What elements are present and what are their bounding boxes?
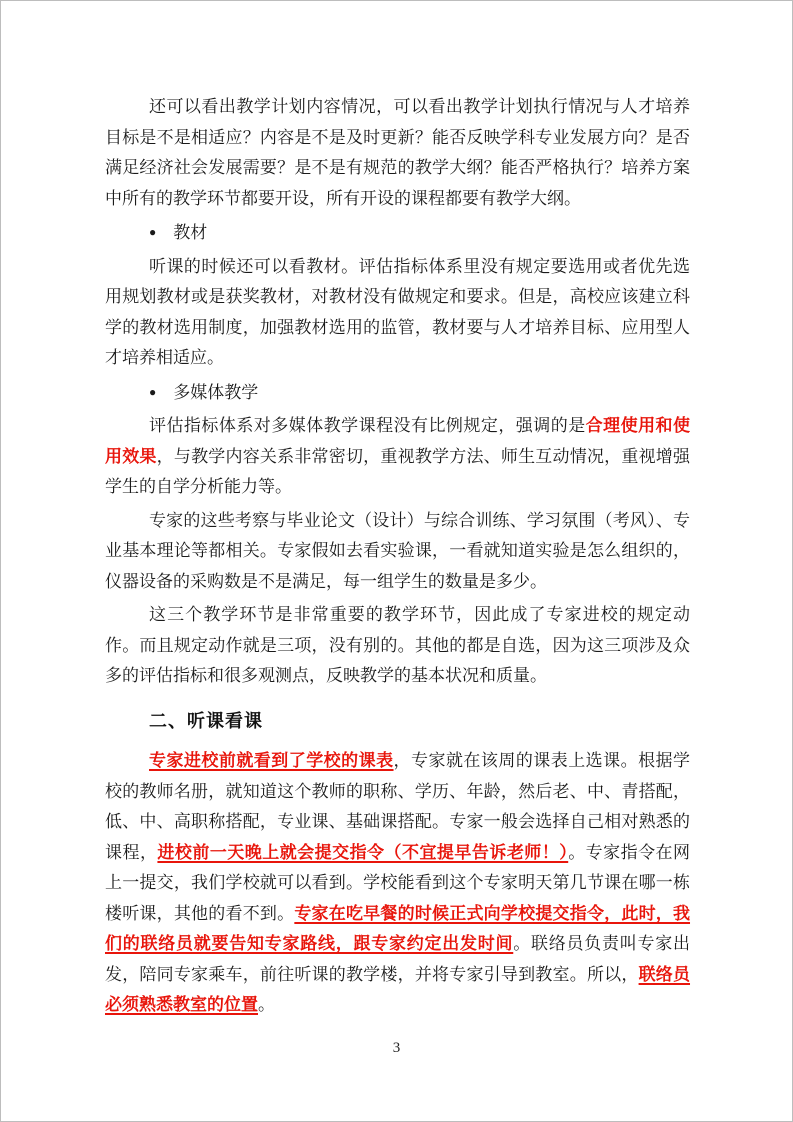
red-emphasis-run: 合理使用和使用效果 xyxy=(105,416,691,466)
bullet-item-multimedia xyxy=(105,377,690,409)
paragraph-class-observation xyxy=(105,746,690,1021)
bullet-label: 教材 xyxy=(173,223,208,242)
page-footer xyxy=(1,1039,792,1057)
bullet-icon: ● xyxy=(149,384,157,399)
text-run: 还可以看出教学计划内容情况，可以看出教学计划执行情况与人才培养目标是不是相适应？内容是不是及时更新？能否反映学科专业发展方向？是否满足经济社会发展需要？是不是有规范的教学大纲？能否严格执行？培养方案中所有的教学环节都要开设，所有开设的课程都要有教学大纲。 xyxy=(105,97,690,208)
red-underline-run: 联络员必须熟悉教室的位置 xyxy=(105,964,691,1014)
red-underline-run: 专家在吃早餐的时候正式向学校提交指令，此时，我们的联络员就要告知专家路线，跟专家约定出发时间 xyxy=(105,903,691,953)
text-run: 专家的这些考察与毕业论文（设计）与综合训练、学习氛围（考风）、专业基本理论等都相关。专家假如去看实验课，一看就知道实验是怎么组织的，仪器设备的采购数是不是满足，每一组学生的数量是多少。 xyxy=(105,510,690,591)
text-run: 。联络员负责叫专家出发，陪同专家乘车，前往听课的教学楼，并将专家引导到教室。所以， xyxy=(105,934,690,984)
text-run: 评估指标体系对多媒体教学课程没有比例规定，强调的是 xyxy=(149,416,586,435)
red-underline-run: 专家进校前就看到了学校的课表 xyxy=(149,751,394,770)
text-run: ，与教学内容关系非常密切，重视教学方法、师生互动情况，重视增强学生的自学分析能力等。 xyxy=(105,446,691,496)
paragraph-three-links xyxy=(105,600,690,692)
text-run: 。 xyxy=(258,995,275,1014)
page-number: 3 xyxy=(392,1040,401,1056)
text-run: 听课的时候还可以看教材。评估指标体系里没有规定要选用或者优先选用规划教材或是获奖教材，对教材没有做规定和要求。但是，高校应该建立科学的教材选用制度，加强教材选用的监管，教材要与人才培养目标、应用型人才培养相适应。 xyxy=(105,256,690,367)
red-underline-run: 进校前一天晚上就会提交指令（不宜提早告诉老师！） xyxy=(157,842,569,862)
page-content xyxy=(105,89,690,1024)
bullet-item-textbook xyxy=(105,217,690,249)
text-run: 。专家指令在网上一提交，我们学校就可以看到。学校能看到这个专家明天第几节课在哪一栋楼听课，其他的看不到。 xyxy=(105,842,691,923)
text-run: 这三个教学环节是非常重要的教学环节，因此成了专家进校的规定动作。而且规定动作就是三项，没有别的。其他的都是自选，因为这三项涉及众多的评估指标和很多观测点，反映教学的基本状况和质量。 xyxy=(105,605,690,685)
paragraph-expert-inspection xyxy=(105,506,690,598)
bullet-icon: ● xyxy=(149,225,157,239)
section-heading-listening: 二、听课看课 xyxy=(149,710,263,731)
bullet-label: 多媒体教学 xyxy=(173,382,259,402)
paragraph-teaching-plan xyxy=(105,92,690,214)
text-run: ，专家就在该周的课表上选课。根据学校的教师名册，就知道这个教师的职称、学历、年龄，然后老、中、青搭配，低、中、高职称搭配，专业课、基础课搭配。专家一般会选择自己相对熟悉的课程， xyxy=(105,751,691,862)
paragraph-multimedia xyxy=(105,411,690,503)
paragraph-textbook xyxy=(105,252,690,374)
